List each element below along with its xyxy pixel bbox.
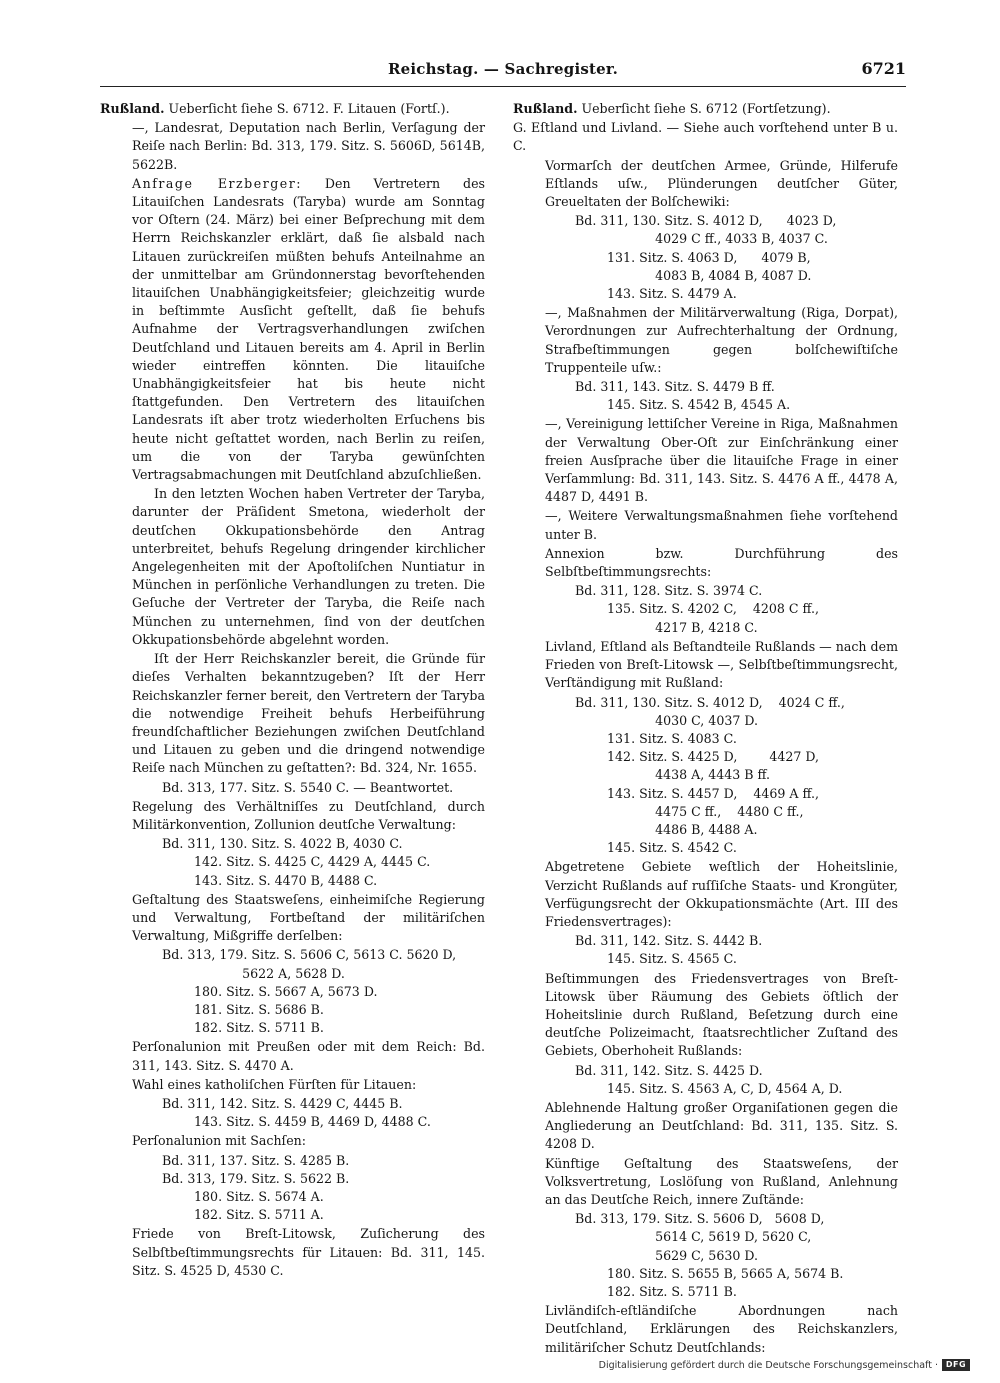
head-note: Ueberſicht ſiehe S. 6712 (Fortſetzung). xyxy=(577,101,831,116)
entry-text: Bd. 311, 137. Sitz. S. 4285 B. Bd. 313, 179. Sitz. S. 5622 B. 180. Sitz. S. 5674 A. 182. Sitz. S. 5711 A. xyxy=(162,1152,350,1223)
entry-text: Wahl eines katholiſchen Fürſten für Litauen: xyxy=(132,1076,417,1092)
entry-text: Friede von Breſt-Litowsk, Zuſicherung des Selbſtbeſtimmungsrechts für Litauen: Bd. 311, 145. Sitz. S. 4525 D, 4530 C. xyxy=(132,1226,485,1278)
index-entry xyxy=(513,157,898,212)
index-entry xyxy=(100,946,485,1037)
entry-text: —, Weitere Verwaltungsmaßnahmen ſiehe vorſtehend unter B. xyxy=(545,508,898,542)
entry-text: Bd. 311, 130. Sitz. S. 4022 B, 4030 C. 142. Sitz. S. 4425 C, 4429 A, 4445 C. 143. Sitz. S. 4470 B, 4488 C. xyxy=(162,836,431,888)
index-entry xyxy=(100,1225,485,1280)
entry-text: Bd. 311, 142. Sitz. S. 4425 D. 145. Sitz. S. 4563 A, C, D, 4564 A, D. xyxy=(575,1062,843,1096)
entry-text: Geſtaltung des Staatsweſens, einheimiſche Regierung und Verwaltung, Fortbeſtand der militäriſchen Verwaltung, Mißgriffe derſelben: xyxy=(132,891,485,944)
page-header xyxy=(100,58,906,87)
index-entry xyxy=(513,1210,898,1301)
index-entry xyxy=(513,582,898,637)
index-entry xyxy=(100,1132,485,1150)
entry-text: Beſtimmungen des Friedensvertrages von Breſt-Litowsk über Räumung des Gebiets öſtlich der Hoheitslinie durch Rußland, Beſetzung durch eine deutſche Polizeimacht, ſtaatsrechtlicher Zuſtand des Gebiets, Oberhoheit Rußlands: xyxy=(545,970,898,1059)
right-column xyxy=(513,100,898,1358)
entry-text: Livländiſch-eſtländiſche Abordnungen nach Deutſchland, Erklärungen des Reichskanzlers, militäriſcher Schutz Deutſchlands: xyxy=(545,1303,898,1355)
entry-text: —, Maßnahmen der Militärverwaltung (Riga, Dorpat), Verordnungen zur Aufrechterhaltung der Ordnung, Strafbeſtimmungen gegen bolſchewiſtiſche Truppenteile uſw.: xyxy=(545,305,898,375)
entry-text: Bd. 311, 130. Sitz. S. 4012 D, 4024 C ff., 4030 C, 4037 D. 131. Sitz. S. 4083 C. 142. Sitz. S. 4425 D, 4427 D, 4438 A, 4443 B ff. 143. Sitz. S. 4457 D, 4469 A ff., 4475 C ff., 4480 C ff., 4486 B, 4488 A. 145. Sitz. S. 4542 C. xyxy=(575,694,845,856)
entry-text: Vormarſch der deutſchen Armee, Gründe, Hilferufe Eſtlands uſw., Plünderungen deutſcher Güter, Greueltaten der Bolſchewiki: xyxy=(545,157,898,210)
head-note: Ueberſicht ſiehe S. 6712. F. Litauen (Fortſ.). xyxy=(164,101,450,116)
index-entry xyxy=(513,694,898,858)
index-entry xyxy=(100,1038,485,1074)
entry-text: Bd. 311, 143. Sitz. S. 4479 B ff. 145. Sitz. S. 4542 B, 4545 A. xyxy=(575,379,791,413)
entry-text: Bd. 311, 128. Sitz. S. 3974 C. 135. Sitz. S. 4202 C, 4208 C ff., 4217 B, 4218 C. xyxy=(575,583,820,635)
index-entry xyxy=(100,175,485,484)
index-entry xyxy=(513,1062,898,1098)
right-entries xyxy=(513,119,898,1357)
left-column-head xyxy=(100,100,485,118)
index-entry xyxy=(513,545,898,581)
entry-text: Perſonalunion mit Sachſen: xyxy=(132,1133,307,1149)
entry-text: Künftige Geſtaltung des Staatsweſens, der Volksvertretung, Loslöſung von Rußland, Anlehnung an das Deutſche Reich, innere Zuſtände: xyxy=(545,1155,898,1207)
index-entry xyxy=(513,1155,898,1210)
head-word: Rußland. xyxy=(100,101,165,116)
index-entry xyxy=(513,932,898,968)
index-entry xyxy=(513,119,898,155)
entry-text: —, Vereinigung lettiſcher Vereine in Riga, Maßnahmen der Verwaltung Ober-Oſt zur Einſchränkung einer freien Ausſprache über die litauiſche Frage in einer Verſammlung: Bd. 311, 143. Sitz. S. 4476 A ff., 4478 A, 4487 D, 4491 B. xyxy=(545,416,898,505)
running-title: Reichstag. — Sachregister. xyxy=(387,60,619,78)
entry-text: Ablehnende Haltung großer Organiſationen gegen die Angliederung an Deutſchland: Bd. 311, 135. Sitz. S. 4208 D. xyxy=(545,1099,898,1152)
index-entry xyxy=(513,1099,898,1154)
entry-text: Abgetretene Gebiete weſtlich der Hoheitslinie, Verzicht Rußlands auf ruſſiſche Staats- und Krongüter, Verfügungsrecht der Okkupationsmächte (Art. III des Friedensvertrages): xyxy=(545,859,898,929)
index-entry xyxy=(100,1152,485,1225)
head-word: Rußland. xyxy=(513,101,578,116)
entry-text: Bd. 313, 179. Sitz. S. 5606 C, 5613 C. 5620 D, 5622 A, 5628 D. 180. Sitz. S. 5667 A, 5673 D. 181. Sitz. S. 5686 B. 182. Sitz. S. 5711 B. xyxy=(162,947,457,1036)
entry-text: Den Vertretern des Litauiſchen Landesrats (Taryba) wurde am Sonntag vor Oſtern (24. März) bei einer Beſprechung mit dem Herrn Reichskanzler erklärt, daß ſie alsbald nach Litauen zurückreiſen müßten behufs Anteilnahme an der unmittelbar am Gründonnerstag bevorſtehenden litauiſchen Unabhängigkeitsfeier; gleichzeitig wurde in beſtimmte Ausſicht geſtellt, daß ſie behufs Aufnahme der Vertragsverhandlungen zwiſchen Deutſchland und Litauen bereits am 4. April in Berlin wieder eintreffen könnten. Die litauiſche Unabhängigkeitsfeier hat bis heute nicht ſtattgefunden. Den Vertretern des litauiſchen Landesrats iſt aber trotz wiederholten Erſuchens bis heute nicht geſtattet worden, nach Berlin zu reiſen, um die von der Taryba gewünſchten Vertragsabmachungen mit Deutſchland abzuſchließen. xyxy=(132,175,485,483)
entry-text: In den letzten Wochen haben Vertreter der Taryba, darunter der Präſident Smetona, wiederholt der deutſchen Okkupationsbehörde den Antrag unterbreitet, behufs Regelung dringender kirchlicher Angelegenheiten mit der Apoſtoliſchen Nuntiatur in München in perſönliche Verhandlungen zu treten. Die Geſuche der Vertreter der Taryba, die Reiſe nach München zu unternehmen, ſind von der deutſchen Okkupationsbehörde abgelehnt worden. xyxy=(132,486,485,647)
index-entry xyxy=(513,1302,898,1357)
entry-text: —, Landesrat, Deputation nach Berlin, Verſagung der Reiſe nach Berlin: Bd. 313, 179. Sitz. S. 5606D, 5614B, 5622B. xyxy=(132,120,485,172)
index-entry xyxy=(513,858,898,931)
index-entry xyxy=(513,378,898,414)
entry-text: Annexion bzw. Durchführung des Selbſtbeſtimmungsrechts: xyxy=(545,545,898,580)
entry-lead: Anfrage Erzberger: xyxy=(132,175,302,191)
footer xyxy=(599,1359,970,1371)
index-entry xyxy=(513,415,898,506)
entry-text: Bd. 311, 130. Sitz. S. 4012 D, 4023 D, 4029 C ff., 4033 B, 4037 C. 131. Sitz. S. 4063 D, 4079 B, 4083 B, 4084 B, 4087 D. 143. Sitz. S. 4479 A. xyxy=(575,213,837,302)
index-entry xyxy=(100,779,485,797)
index-entry xyxy=(100,798,485,834)
index-entry xyxy=(513,970,898,1061)
index-entry xyxy=(513,212,898,303)
index-entry xyxy=(100,650,485,777)
entry-text: Bd. 313, 177. Sitz. S. 5540 C. — Beantwortet. xyxy=(162,779,454,795)
entry-text: Livland, Eſtland als Beſtandteile Rußlands — nach dem Frieden von Breſt-Litowsk —, Selbſtbeſtimmungsrecht, Verſtändigung mit Rußland: xyxy=(545,638,899,691)
entry-text: Iſt der Herr Reichskanzler bereit, die Gründe für dieſes Verhalten bekanntzugeben? Iſt der Herr Reichskanzler ferner bereit, den Vertretern der Taryba die notwendige Freiheit behufs Herbeiführung freundſchaftlicher Beziehungen zwiſchen Deutſchland und Litauen zu geben und die dringend notwendige Reiſe nach München zu geſtatten?: Bd. 324, Nr. 1655. xyxy=(132,651,485,776)
index-entry xyxy=(513,304,898,377)
entry-text: Bd. 313, 179. Sitz. S. 5606 D, 5608 D, 5614 C, 5619 D, 5620 C, 5629 C, 5630 D. 180. Sitz. S. 5655 B, 5665 A, 5674 B. 182. Sitz. S. 5711 B. xyxy=(575,1211,844,1299)
left-column xyxy=(100,100,485,1281)
index-entry xyxy=(100,119,485,174)
entry-text: Bd. 311, 142. Sitz. S. 4442 B. 145. Sitz. S. 4565 C. xyxy=(575,933,763,967)
right-column-head xyxy=(513,100,898,118)
index-entry xyxy=(100,1095,485,1131)
entry-text: G. Eſtland und Livland. — Siehe auch vorſtehend unter B u. C. xyxy=(513,120,898,154)
index-entry xyxy=(513,638,898,693)
entry-text: Perſonalunion mit Preußen oder mit dem Reich: Bd. 311, 143. Sitz. S. 4470 A. xyxy=(132,1039,485,1073)
entry-text: Regelung des Verhältniſſes zu Deutſchland, durch Militärkonvention, Zollunion deutſche Verwaltung: xyxy=(132,798,485,832)
left-entries xyxy=(100,119,485,1280)
index-entry xyxy=(100,891,485,946)
dfg-logo: DFG xyxy=(942,1359,970,1371)
page-number: 6721 xyxy=(861,59,906,78)
index-entry xyxy=(513,507,898,543)
index-entry xyxy=(100,835,485,890)
footer-text: Digitalisierung gefördert durch die Deutsche Forschungsgemeinschaft · xyxy=(598,1359,938,1371)
entry-text: Bd. 311, 142. Sitz. S. 4429 C, 4445 B. 143. Sitz. S. 4459 B, 4469 D, 4488 C. xyxy=(162,1095,431,1130)
index-entry xyxy=(100,1076,485,1094)
index-entry xyxy=(100,485,485,649)
